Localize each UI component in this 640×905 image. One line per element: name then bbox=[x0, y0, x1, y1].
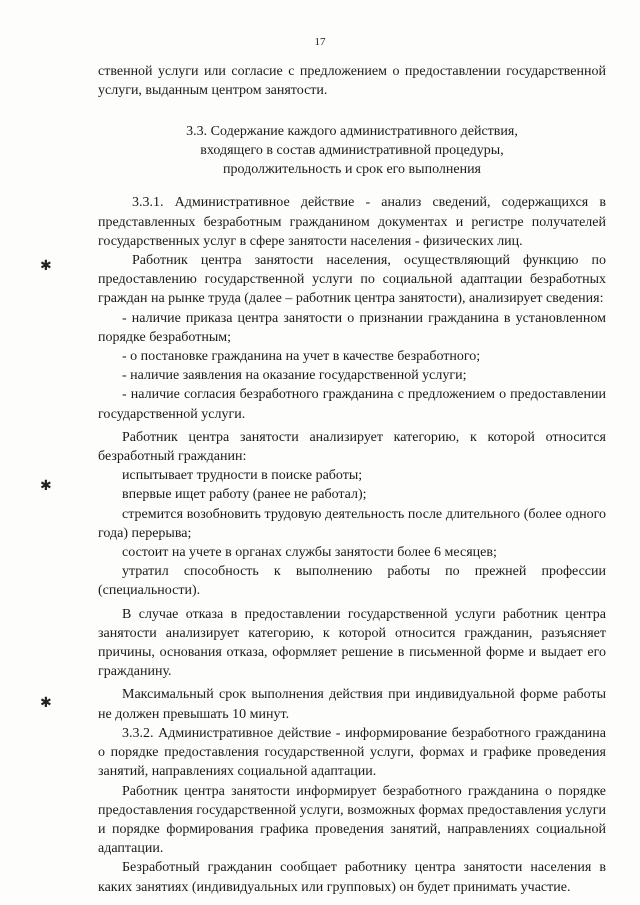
heading-line: продолжительность и срок его выполнения bbox=[223, 162, 481, 178]
list-item: - наличие заявления на оказание государственной услуги; bbox=[122, 368, 467, 384]
paragraph-3-3-1: 3.3.1. Административное действие - анализ сведений, содержащихся в представленных безработным гражданином документах и регистре получателей государственных услуг в сфере занятости населения - физических лиц. bbox=[98, 195, 606, 249]
binding-hole-mark: ✱ bbox=[40, 695, 52, 711]
heading-line: входящего в состав административной процедуры, bbox=[200, 143, 504, 159]
list-item: состоит на учете в органах службы занятости более 6 месяцев; bbox=[122, 545, 497, 561]
continuation-paragraph: ственной услуги или согласие с предложением о предоставлении государственной услуги, выданным центром занятости. bbox=[98, 64, 606, 99]
document-body bbox=[98, 62, 606, 897]
list-item: впервые ищет работу (ранее не работал); bbox=[122, 487, 367, 503]
section-heading bbox=[98, 122, 606, 179]
list-item: - наличие согласия безработного гражданина с предложением о предоставлении государственной услуги. bbox=[98, 387, 606, 422]
binding-hole-mark: ✱ bbox=[40, 478, 52, 494]
paragraph: Максимальный срок выполнения действия при индивидуальной форме работы не должен превышать 10 минут. bbox=[98, 687, 606, 722]
list-item: утратил способность к выполнению работы по прежней профессии (специальности). bbox=[98, 564, 606, 599]
paragraph: Работник центра занятости населения, осуществляющий функцию по предоставлению государственной услуги по социальной адаптации безработных граждан на рынке труда (далее – работник центра занятости), анализирует сведения: bbox=[98, 253, 606, 307]
paragraph-3-3-2: 3.3.2. Административное действие - информирование безработного гражданина о порядке предоставления государственной услуги, формах и графике проведения занятий, направлениях социальной адаптации. bbox=[98, 725, 606, 780]
paragraph: В случае отказа в предоставлении государственной услуги работник центра занятости анализирует категорию, к которой относится гражданин, разъясняет причины, основания отказа, оформляет решение в письменной форме и выдает его гражданину. bbox=[98, 606, 606, 680]
list-item: испытывает трудности в поиске работы; bbox=[122, 468, 363, 484]
binding-hole-mark: ✱ bbox=[40, 258, 52, 274]
list-item: стремится возобновить трудовую деятельность после длительного (более одного года) перерыва; bbox=[98, 506, 606, 541]
list-item: - наличие приказа центра занятости о признании гражданина в установленном порядке безработным; bbox=[98, 310, 606, 345]
heading-line: 3.3. Содержание каждого административного действия, bbox=[186, 124, 518, 140]
page-number: 17 bbox=[314, 36, 326, 48]
list-item: - о постановке гражданина на учет в качестве безработного; bbox=[122, 349, 481, 365]
paragraph: Работник центра занятости анализирует категорию, к которой относится безработный гражданин: bbox=[98, 429, 606, 465]
paragraph: Работник центра занятости информирует безработного гражданина о порядке предоставления государственной услуги, возможных формах предоставления услуги и порядке формирования графика проведения занятий, направлениях социальной адаптации. bbox=[98, 783, 606, 857]
paragraph: Безработный гражданин сообщает работнику центра занятости населения в каких занятиях (индивидуальных или групповых) он будет принимать участие. bbox=[98, 860, 606, 895]
